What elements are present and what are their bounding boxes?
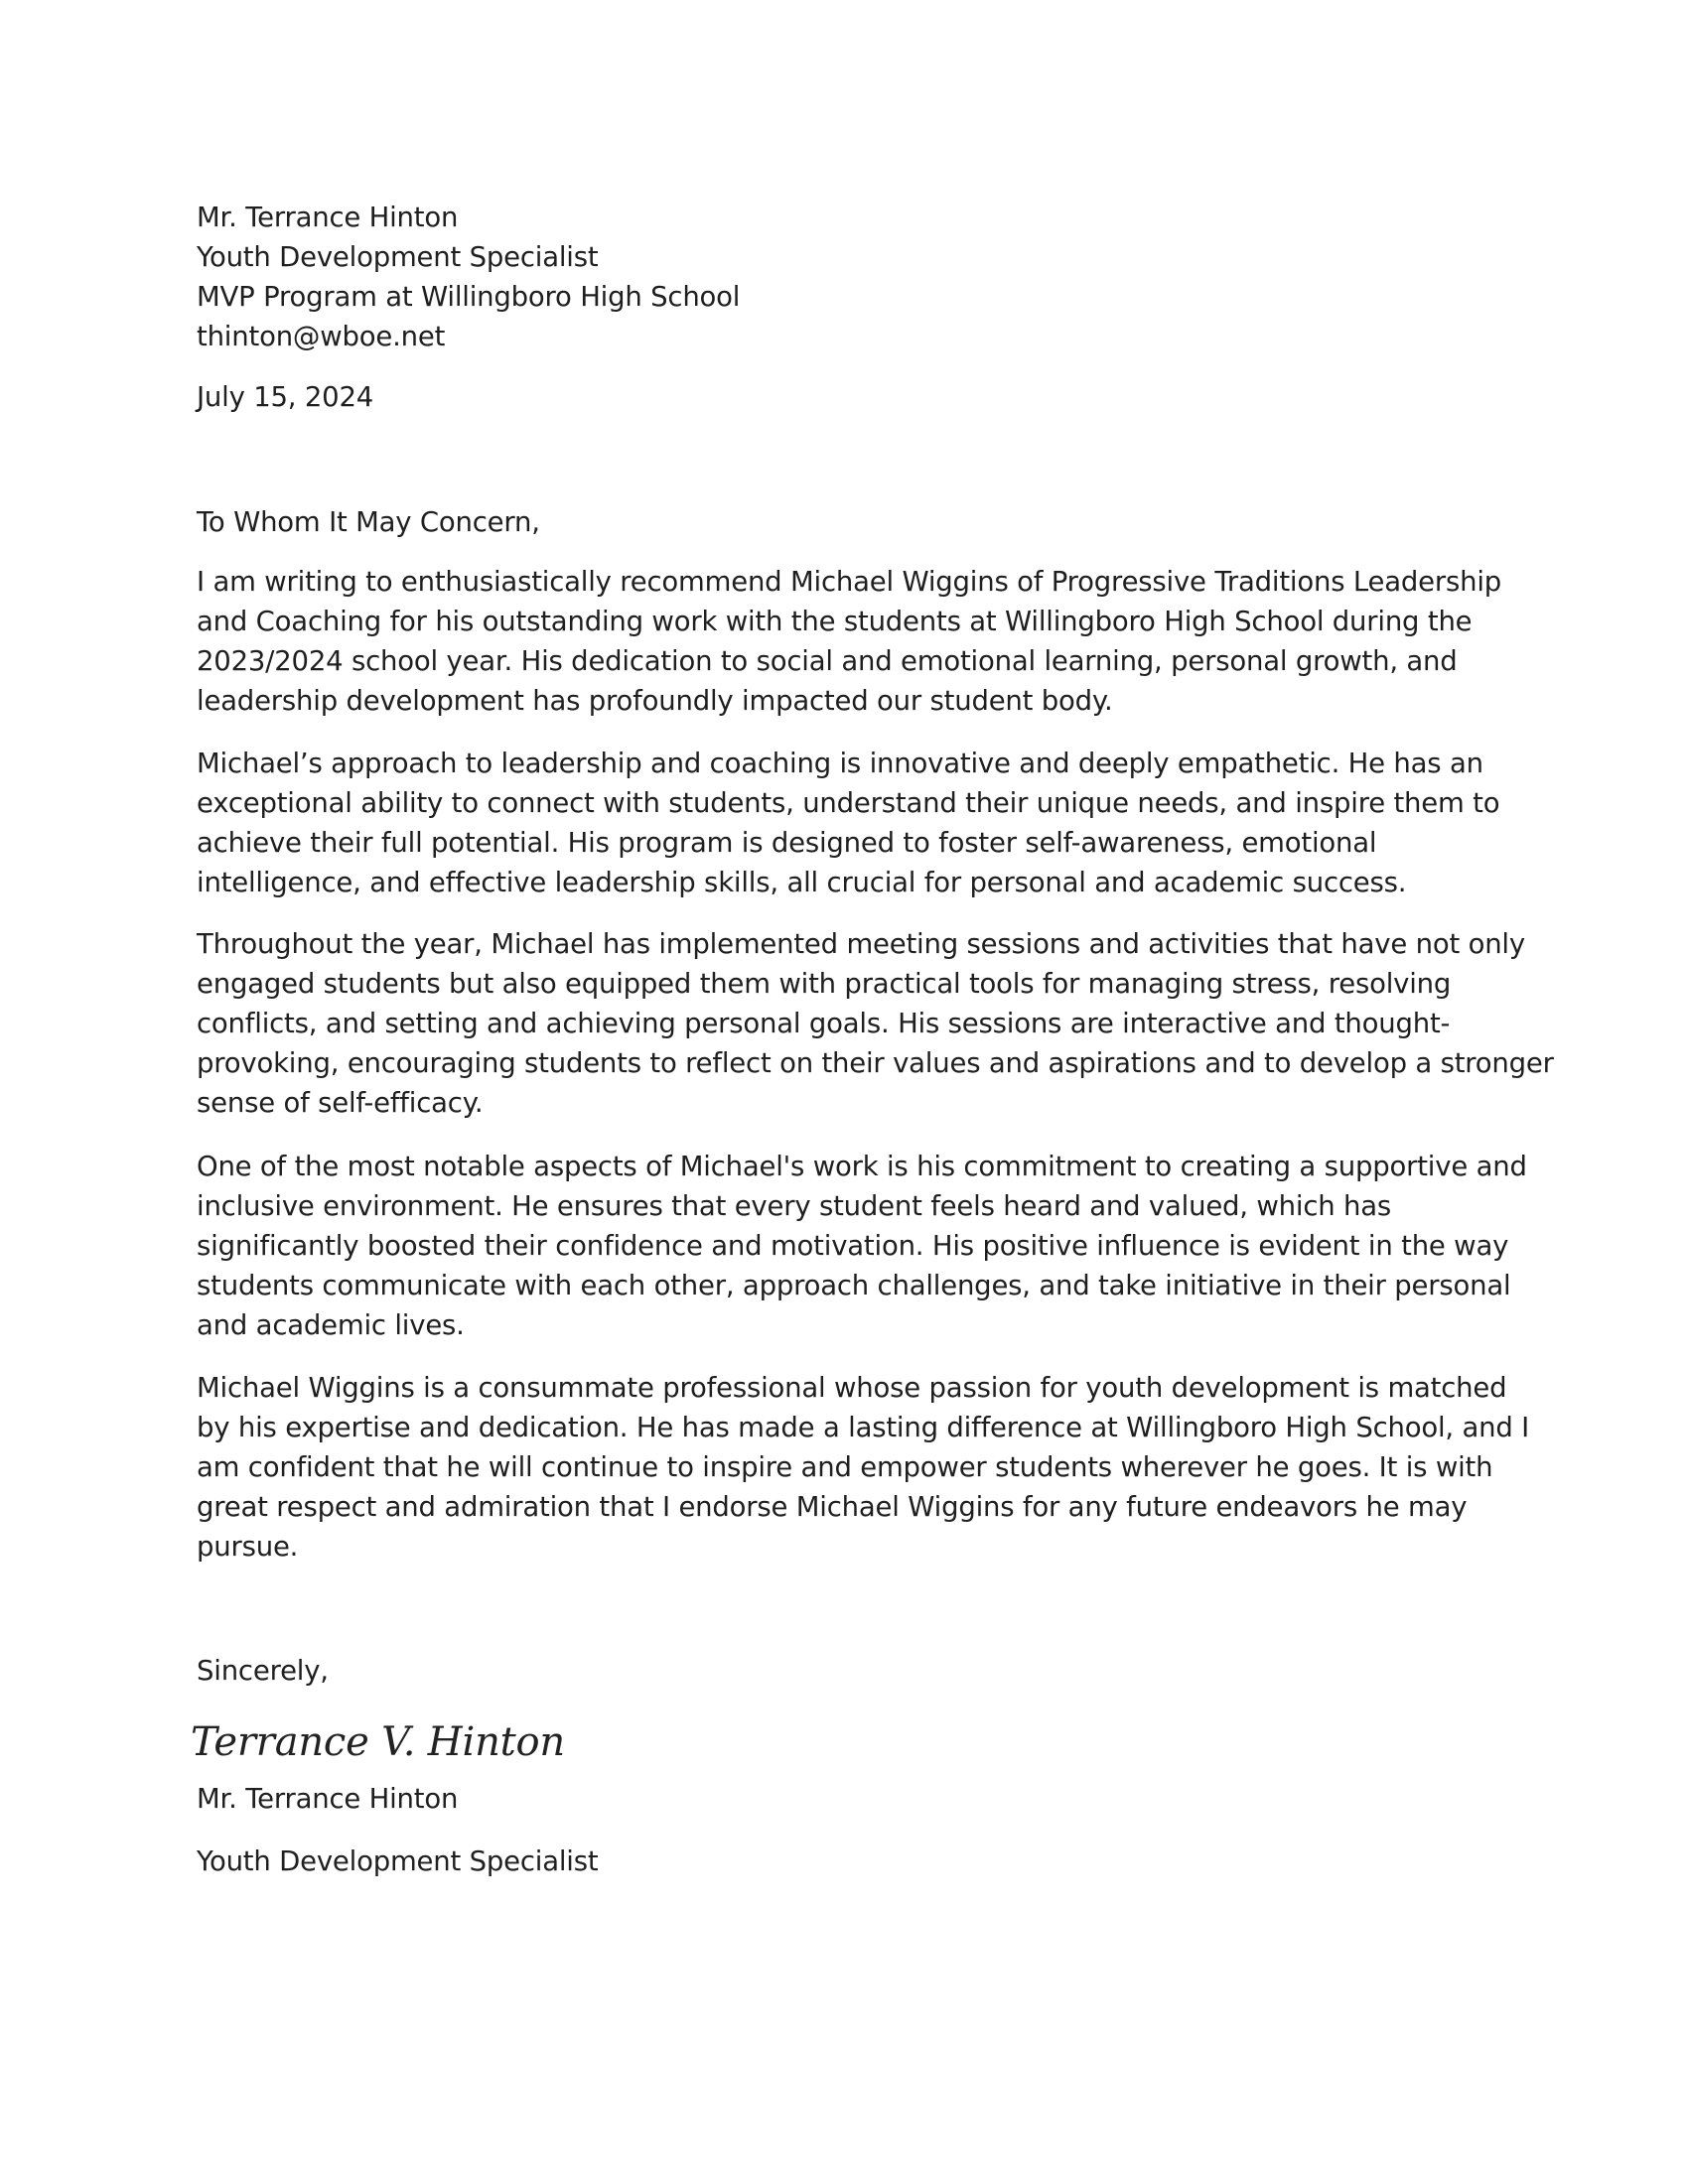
paragraph-line: achieve their full potential. His program is designed to foster self-awareness, emotional [197, 827, 1377, 859]
closing-block [197, 1651, 1487, 1691]
paragraph-text [197, 1147, 1527, 1345]
letter-date: July 15, 2024 [197, 381, 374, 413]
body-paragraph-3 [197, 924, 1554, 1123]
paragraph-line: significantly boosted their confidence and motivation. His positive influence is evident in the way [197, 1230, 1509, 1262]
signatory-name: Mr. Terrance Hinton [197, 1783, 459, 1815]
paragraph-line: by his expertise and dedication. He has made a lasting difference at Willingboro High School, and I [197, 1412, 1530, 1443]
paragraph-line: I am writing to enthusiastically recommend Michael Wiggins of Progressive Traditions Leadership [197, 566, 1502, 598]
paragraph-line: pursue. [197, 1531, 299, 1563]
paragraph-line: students communicate with each other, approach challenges, and take initiative in their personal [197, 1270, 1511, 1301]
closing: Sincerely, [197, 1655, 329, 1687]
paragraph-line: leadership development has profoundly impacted our student body. [197, 685, 1113, 717]
paragraph-line: sense of self-efficacy. [197, 1087, 484, 1119]
paragraph-line: One of the most notable aspects of Michael's work is his commitment to creating a supportive and [197, 1151, 1527, 1182]
signatory-name-block [197, 1779, 1487, 1819]
sender-title: Youth Development Specialist [197, 241, 599, 273]
sender-address-block [197, 198, 1487, 356]
letter-date-block [197, 377, 1487, 417]
paragraph-line: provoking, encouraging students to reflect on their values and aspirations and to develop a stronger [197, 1047, 1554, 1079]
salutation: To Whom It May Concern, [197, 506, 540, 538]
paragraph-line: and academic lives. [197, 1309, 465, 1341]
paragraph-line: exceptional ability to connect with students, understand their unique needs, and inspire them to [197, 787, 1500, 819]
paragraph-line: engaged students but also equipped them with practical tools for managing stress, resolving [197, 968, 1452, 1000]
body-paragraph-4 [197, 1147, 1527, 1345]
paragraph-line: conflicts, and setting and achieving personal goals. His sessions are interactive and thought- [197, 1008, 1451, 1039]
paragraph-line: 2023/2024 school year. His dedication to social and emotional learning, personal growth, and [197, 645, 1458, 677]
sender-organization: MVP Program at Willingboro High School [197, 281, 741, 313]
paragraph-line: intelligence, and effective leadership skills, all crucial for personal and academic success. [197, 867, 1407, 898]
salutation-block [197, 502, 1487, 542]
paragraph-line: am confident that he will continue to inspire and empower students wherever he goes. It is with [197, 1451, 1493, 1483]
paragraph-line: and Coaching for his outstanding work with the students at Willingboro High School during the [197, 606, 1473, 637]
paragraph-text [197, 744, 1500, 902]
signature-script: Terrance V. Hinton [191, 1719, 565, 1765]
signatory-title-block [197, 1842, 1487, 1881]
signatory-title: Youth Development Specialist [197, 1845, 599, 1877]
paragraph-text [197, 924, 1554, 1123]
paragraph-line: great respect and admiration that I endorse Michael Wiggins for any future endeavors he may [197, 1491, 1468, 1523]
paragraph-text [197, 562, 1502, 721]
paragraph-text [197, 1368, 1530, 1567]
body-paragraph-5 [197, 1368, 1530, 1567]
signature-graphic [189, 1709, 576, 1771]
paragraph-line: Throughout the year, Michael has implemented meeting sessions and activities that have not only [197, 928, 1525, 960]
body-paragraph-1 [197, 562, 1502, 721]
sender-name: Mr. Terrance Hinton [197, 202, 459, 233]
body-paragraph-2 [197, 744, 1500, 902]
paragraph-line: inclusive environment. He ensures that every student feels heard and valued, which has [197, 1190, 1392, 1222]
paragraph-line: Michael’s approach to leadership and coaching is innovative and deeply empathetic. He has an [197, 748, 1483, 779]
paragraph-line: Michael Wiggins is a consummate professional whose passion for youth development is matched [197, 1372, 1507, 1404]
handwritten-signature [189, 1709, 576, 1771]
sender-email: thinton@wboe.net [197, 321, 446, 352]
